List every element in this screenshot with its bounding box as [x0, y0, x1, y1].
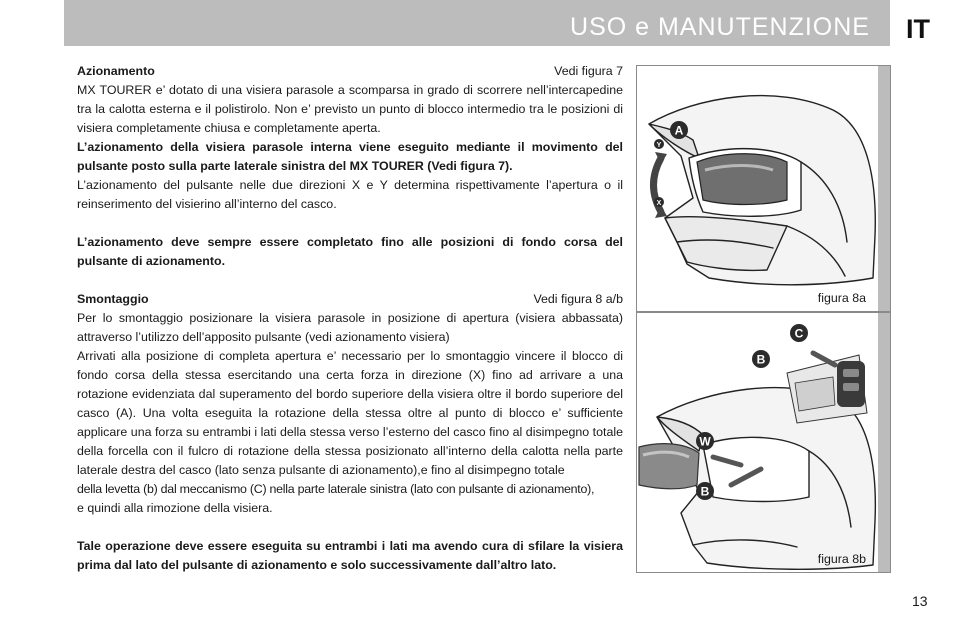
paragraph: MX TOURER e’ dotato di una visiera parasole a scomparsa in grado di scorrere nell’intercapedine tra la calotta esterna e il polistirolo. Non e’ previsto un punto di blocco intermedio tra le posizioni di visiera completamente chiusa e completamente aperta. [77, 83, 623, 135]
figure-reference-7: Vedi figura 7 [554, 64, 623, 78]
label-a: A [674, 123, 684, 138]
paragraph: Arrivati alla posizione di completa apertura e’ necessario per lo smontaggio vincere il blocco di fondo corsa della stessa esercitando una certa forza in direzione (X) fino ad arrivare a una rotazione evidenziata dal superamento del bordo superiore della visiera oltre il bordo superiore del casco (A). Una volta eseguita la rotazione della stessa oltre al punto di blocco e’ sufficiente applicare una forza su entrambi i lati della stessa verso l’esterno del casco fino al disimpegno totale della forcella con il fulcro di rotazione della stessa posizionato all’interno della calotta nella parte laterale destra del casco (lato senza pulsante di azionamento),e fino al disimpegno totale [77, 349, 623, 477]
figure-side-strip [878, 313, 890, 572]
text-column [77, 62, 623, 575]
figure-side-strip [878, 66, 890, 311]
figure-caption-8b: figura 8b [817, 552, 866, 566]
label-b-top: B [756, 352, 766, 367]
language-code: IT [906, 14, 930, 44]
figure-8b [636, 312, 891, 573]
paragraph-bold: L’azionamento della visiera parasole interna viene eseguito mediante il movimento del pulsante posto sulla parte laterale sinistra del MX TOURER (Vedi figura 7). [77, 140, 623, 173]
paragraph: Per lo smontaggio posizionare la visiera parasole in posizione di apertura (visiera abbassata) attraverso l’utilizzo dell’apposito pulsante (vedi azionamento visiera) [77, 311, 623, 344]
header-bar [64, 0, 890, 46]
label-c: C [794, 326, 804, 341]
helmet-illustration-8b [637, 313, 878, 572]
label-b-bottom: B [700, 484, 710, 499]
section-title-azionamento: Azionamento [77, 64, 155, 78]
page-title: USO e MANUTENZIONE [570, 13, 870, 41]
paragraph-line: e quindi alla rimozione della visiera. [77, 501, 273, 515]
figure-reference-8: Vedi figura 8 a/b [533, 292, 623, 306]
figure-8a [636, 65, 891, 312]
section-header-smontaggio [77, 290, 623, 309]
label-x: X [656, 200, 662, 207]
sun-visor-shape [697, 154, 787, 205]
paragraph: L’azionamento del pulsante nelle due direzioni X e Y determina rispettivamente l’apertura o il reinserimento del visierino all’interno del casco. [77, 178, 623, 211]
spacer [77, 271, 623, 290]
figure-caption-8a: figura 8a [817, 291, 866, 305]
page-number: 13 [912, 593, 928, 609]
warning-paragraph: L’azionamento deve sempre essere completato fino alle posizioni di fondo corsa del pulsante di azionamento. [77, 235, 623, 268]
removed-visor-shape [639, 444, 699, 489]
warning-paragraph: Tale operazione deve essere eseguita su entrambi i lati ma avendo cura di sfilare la visiera prima dal lato del pulsante di azionamento e solo successivamente dall’altro lato. [77, 539, 623, 572]
section-title-smontaggio: Smontaggio [77, 292, 149, 306]
spacer [77, 518, 623, 537]
label-y: Y [656, 142, 662, 149]
section-header-azionamento [77, 62, 623, 81]
spacer [77, 214, 623, 233]
helmet-illustration-8a [637, 66, 878, 311]
label-w: W [699, 434, 711, 449]
paragraph-line: della levetta (b) dal meccanismo (C) nella parte laterale sinistra (lato con pulsante di azionamento), [77, 482, 595, 496]
